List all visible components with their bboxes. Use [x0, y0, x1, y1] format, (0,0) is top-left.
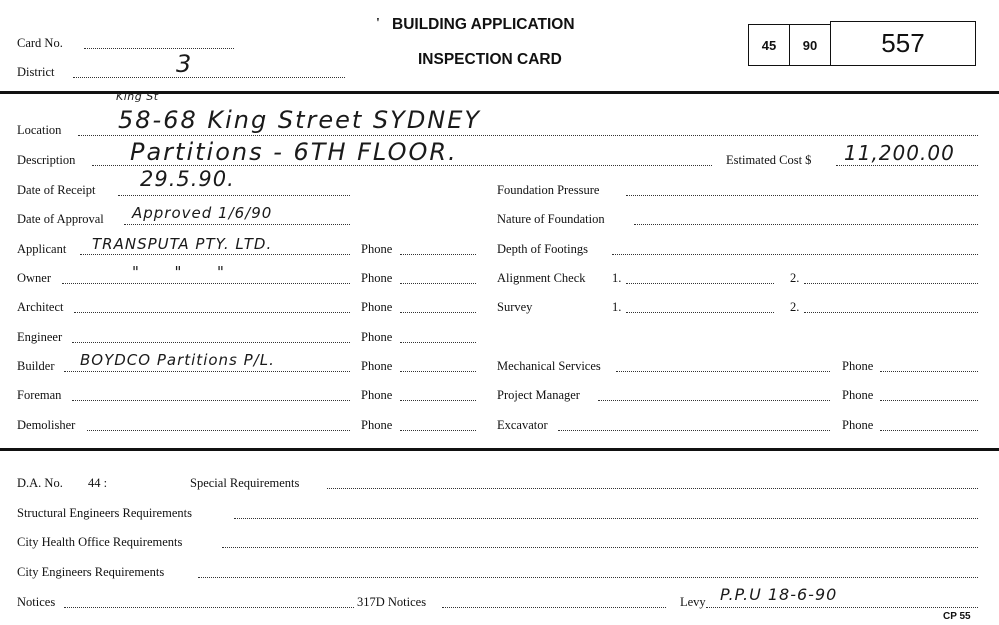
da-no-value: 44 : [88, 476, 108, 490]
district-line [73, 77, 345, 78]
nature-of-foundation-line[interactable] [634, 224, 978, 225]
date-of-approval-line [124, 224, 350, 225]
date-of-approval-label: Date of Approval [17, 212, 104, 226]
survey-line1[interactable] [626, 312, 774, 313]
notices-317d-line[interactable] [442, 607, 666, 608]
owner-phone-line[interactable] [400, 283, 476, 284]
levy-line [706, 607, 978, 608]
mechanical-services-phone-label: Phone [842, 359, 874, 373]
footer-code: CP 55 [943, 611, 971, 622]
project-manager-phone-line[interactable] [880, 400, 978, 401]
district-value: 3 [176, 50, 194, 78]
engineer-line[interactable] [72, 342, 350, 343]
da-no-label: D.A. No. [17, 476, 63, 490]
city-health-line[interactable] [222, 547, 978, 548]
builder-label: Builder [17, 359, 55, 373]
excavator-phone-line[interactable] [880, 430, 978, 431]
builder-line [64, 371, 350, 372]
notices-label: Notices [17, 595, 56, 609]
card-number-box-1: 45 [748, 24, 790, 66]
special-requirements-label: Special Requirements [190, 476, 300, 490]
card-number-box-2: 90 [789, 24, 831, 66]
architect-phone-line[interactable] [400, 312, 476, 313]
levy-value: P.P.U 18-6-90 [720, 585, 838, 604]
project-manager-line[interactable] [598, 400, 830, 401]
owner-line [62, 283, 350, 284]
city-engineers-label: City Engineers Requirements [17, 565, 165, 579]
card-no-label: Card No. [17, 36, 63, 50]
owner-label: Owner [17, 271, 52, 285]
location-label: Location [17, 123, 62, 137]
foreman-label: Foreman [17, 388, 62, 402]
survey-line2[interactable] [804, 312, 978, 313]
alignment-check-num2: 2. [790, 271, 800, 285]
notices-line[interactable] [64, 607, 354, 608]
alignment-check-line1[interactable] [626, 283, 774, 284]
foundation-pressure-line[interactable] [626, 195, 978, 196]
date-of-receipt-label: Date of Receipt [17, 183, 96, 197]
card-number-box-3: 557 [830, 21, 976, 66]
structural-engineers-line[interactable] [234, 518, 978, 519]
applicant-line [80, 254, 350, 255]
builder-value: BOYDCO Partitions P/L. [80, 351, 275, 369]
mechanical-services-phone-line[interactable] [880, 371, 978, 372]
survey-num2: 2. [790, 300, 800, 314]
builder-phone-line[interactable] [400, 371, 476, 372]
owner-value: " " " [132, 263, 225, 281]
alignment-check-label: Alignment Check [497, 271, 586, 285]
city-engineers-line[interactable] [198, 577, 978, 578]
description-label: Description [17, 153, 76, 167]
location-line [78, 135, 978, 136]
nature-of-foundation-label: Nature of Foundation [497, 212, 605, 226]
owner-phone-label: Phone [361, 271, 393, 285]
levy-label: Levy [680, 595, 706, 609]
alignment-check-num1: 1. [612, 271, 622, 285]
engineer-phone-line[interactable] [400, 342, 476, 343]
lower-section-rule [0, 448, 999, 451]
project-manager-label: Project Manager [497, 388, 580, 402]
card-no-line [84, 48, 234, 49]
excavator-label: Excavator [497, 418, 548, 432]
applicant-label: Applicant [17, 242, 67, 256]
excavator-line[interactable] [558, 430, 830, 431]
district-label: District [17, 65, 55, 79]
applicant-phone-line[interactable] [400, 254, 476, 255]
builder-phone-label: Phone [361, 359, 393, 373]
architect-label: Architect [17, 300, 64, 314]
demolisher-label: Demolisher [17, 418, 76, 432]
foundation-pressure-label: Foundation Pressure [497, 183, 600, 197]
date-of-receipt-value: 29.5.90. [140, 167, 235, 191]
mechanical-services-line[interactable] [616, 371, 830, 372]
depth-of-footings-line[interactable] [612, 254, 978, 255]
project-manager-phone-label: Phone [842, 388, 874, 402]
city-health-label: City Health Office Requirements [17, 535, 183, 549]
applicant-phone-label: Phone [361, 242, 393, 256]
notices-317d-label: 317D Notices [357, 595, 427, 609]
alignment-check-line2[interactable] [804, 283, 978, 284]
demolisher-phone-line[interactable] [400, 430, 476, 431]
survey-label: Survey [497, 300, 533, 314]
demolisher-phone-label: Phone [361, 418, 393, 432]
foreman-line[interactable] [72, 400, 350, 401]
location-annotation: King St [116, 90, 159, 103]
mechanical-services-label: Mechanical Services [497, 359, 601, 373]
architect-phone-label: Phone [361, 300, 393, 314]
structural-engineers-label: Structural Engineers Requirements [17, 506, 192, 520]
foreman-phone-line[interactable] [400, 400, 476, 401]
applicant-value: TRANSPUTA PTY. LTD. [92, 235, 273, 253]
description-value: Partitions - 6TH FLOOR. [130, 138, 458, 166]
excavator-phone-label: Phone [842, 418, 874, 432]
date-of-approval-value: Approved 1/6/90 [132, 204, 273, 222]
depth-of-footings-label: Depth of Footings [497, 242, 588, 256]
date-of-receipt-line [118, 195, 350, 196]
engineer-phone-label: Phone [361, 330, 393, 344]
foreman-phone-label: Phone [361, 388, 393, 402]
survey-num1: 1. [612, 300, 622, 314]
demolisher-line[interactable] [87, 430, 350, 431]
tick-mark: ' [376, 16, 380, 31]
estimated-cost-label: Estimated Cost $ [726, 153, 812, 167]
engineer-label: Engineer [17, 330, 63, 344]
estimated-cost-value: 11,200.00 [844, 141, 955, 165]
estimated-cost-line [836, 165, 978, 166]
location-value: 58-68 King Street SYDNEY [118, 106, 482, 134]
architect-line[interactable] [74, 312, 350, 313]
card-title-line2: INSPECTION CARD [418, 51, 562, 68]
special-requirements-line[interactable] [327, 488, 978, 489]
card-title-line1: BUILDING APPLICATION [392, 16, 575, 33]
